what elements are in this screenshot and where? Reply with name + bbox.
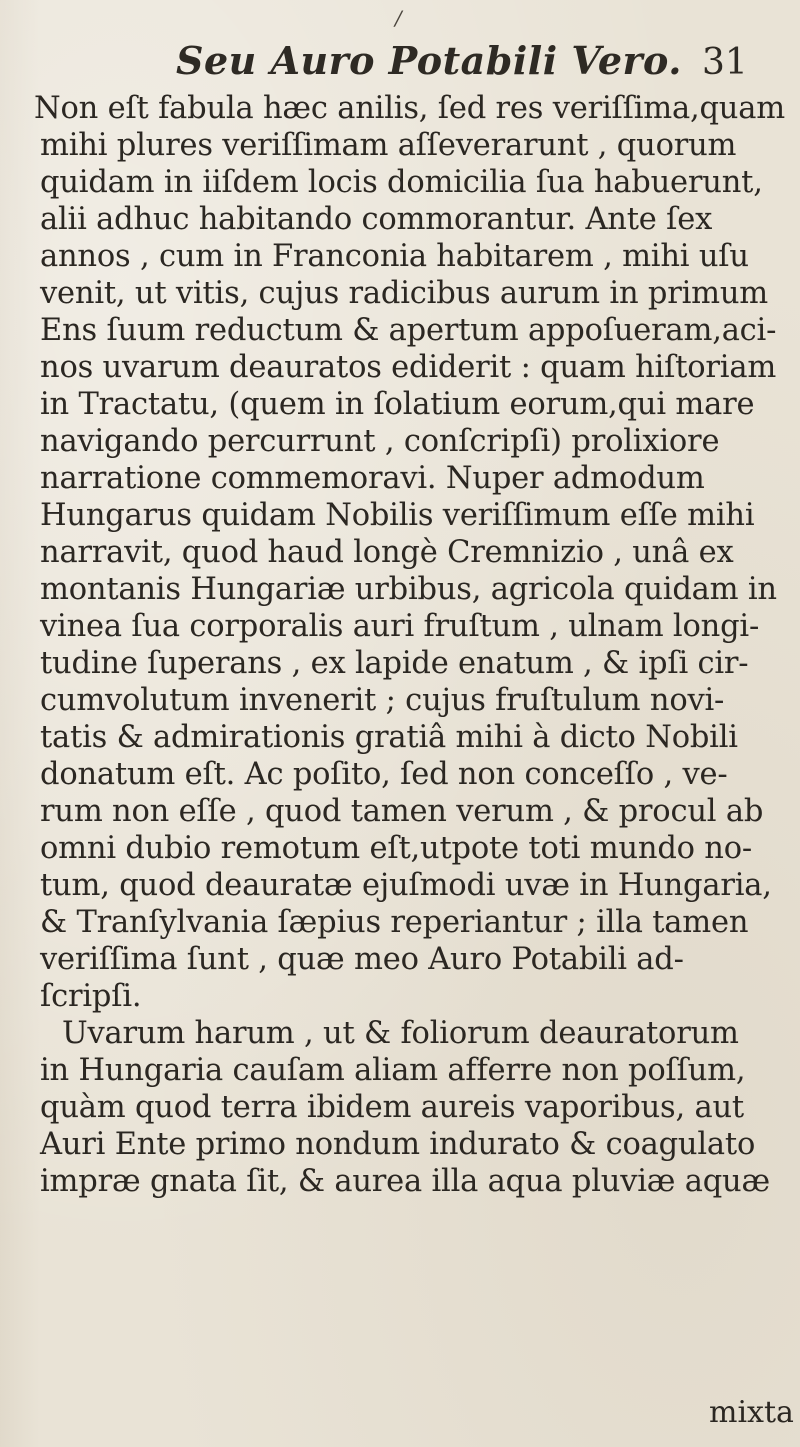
text-line: cumvolutum invenerit ; cujus fruſtulum novi- [40,683,725,718]
text-line: in Tractatu, (quem in ſolatium eorum,qui mare [40,387,755,422]
text-line: donatum eſt. Ac poſito, ſed non conceſſo , ve- [40,757,728,792]
text-line: Non eſt fabula hæc anilis, ſed res veriſſima,quam [34,91,785,126]
text-line: Ens ſuum reductum & apertum appoſueram,aci- [40,313,777,348]
running-head [0,38,800,94]
text-line: vinea ſua corporalis auri fruſtum , ulnam longi- [40,609,760,644]
text-line: veriſſima ſunt , quæ meo Auro Potabili ad- [40,942,684,977]
text-line: narratione commemoravi. Nuper admodum [40,461,705,496]
text-line: tudine ſuperans , ex lapide enatum , & ipſi cir- [40,646,749,681]
text-line: in Hungaria cauſam aliam afferre non poſſum, [40,1053,746,1088]
text-line: quàm quod terra ibidem aureis vaporibus, aut [40,1090,744,1125]
text-line: montanis Hungariæ urbibus, agricola quidam in [40,572,777,607]
text-line: omni dubio remotum eſt,utpote toti mundo no- [40,831,753,866]
text-line: impræ gnata ſit, & aurea illa aqua pluviæ aquæ [40,1164,770,1199]
text-line: quidam in iiſdem locis domicilia ſua habuerunt, [40,165,763,200]
text-line: tum, quod deauratæ ejuſmodi uvæ in Hungaria, [40,868,772,903]
text-line: Uvarum harum , ut & foliorum deauratorum [62,1016,739,1051]
text-line: Auri Ente primo nondum indurato & coagulato [40,1127,756,1162]
text-line: venit, ut vitis, cujus radicibus aurum in primum [40,276,769,311]
text-line: rum non eſſe , quod tamen verum , & procul ab [40,794,764,829]
text-line: tatis & admirationis gratiâ mihi à dicto Nobili [40,720,738,755]
text-line: Hungarus quidam Nobilis veriſſimum eſſe mihi [40,498,755,533]
margin-mark: / [395,6,402,30]
running-title: Seu Auro Potabili Vero. [176,38,682,83]
text-line: alii adhuc habitando commorantur. Ante ſex [40,202,713,237]
page-number: 31 [702,42,748,83]
text-line: mihi plures veriſſimam aſſeverarunt , quorum [40,128,737,163]
text-line: nos uvarum deauratos ediderit : quam hiſtoriam [40,350,777,385]
text-line: & Tranſylvania ſæpius reperiantur ; illa tamen [40,905,749,940]
text-line: ſcripſi. [40,979,142,1014]
text-line: narravit, quod haud longè Cremnizio , unâ ex [40,535,734,570]
body-text [24,90,794,1200]
catchword: mixta [709,1395,794,1430]
text-line: navigando percurrunt , conſcripſi) prolixiore [40,424,720,459]
text-line: annos , cum in Franconia habitarem , mihi uſu [40,239,749,274]
